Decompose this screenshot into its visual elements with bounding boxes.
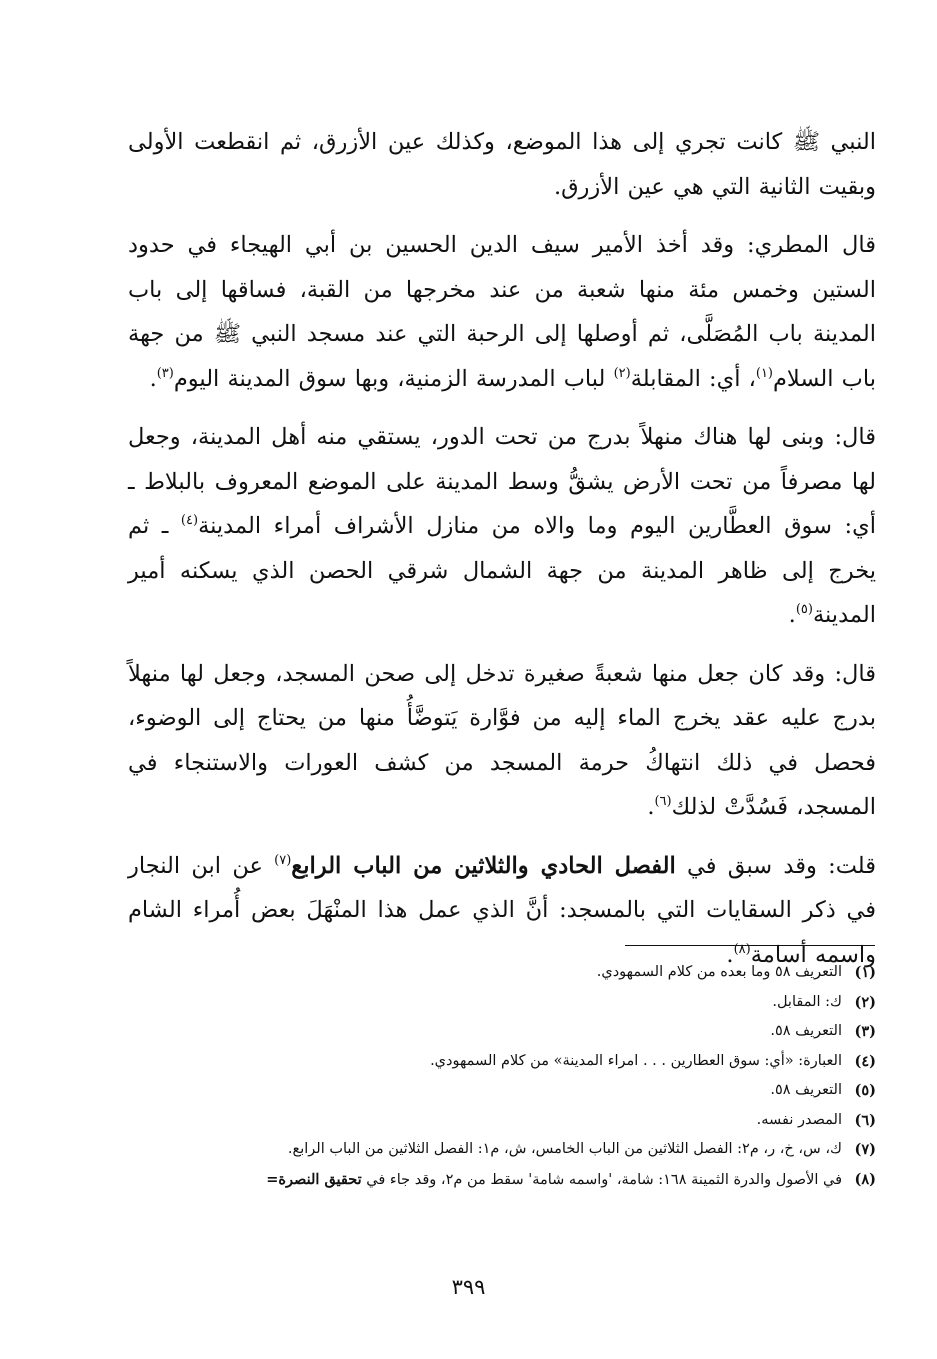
footnote-3 (128, 1017, 876, 1047)
paragraph-text: . (149, 365, 157, 392)
footnote-2 (128, 988, 876, 1018)
footnote-1 (128, 958, 876, 988)
footnote-number: (٧) (854, 1141, 876, 1158)
footnote-text: المصدر نفسه. (756, 1111, 842, 1128)
footnote-number: (١) (854, 964, 876, 981)
footnote-number: (٣) (854, 1023, 876, 1040)
footnote-text: التعريف ٥٨ وما بعده من كلام السمهودي. (596, 964, 842, 980)
footnote-5 (128, 1076, 876, 1106)
paragraph-text: لباب المدرسة الزمنية، وبها سوق المدينة اليوم (173, 365, 614, 392)
footnote-number: (٢) (854, 993, 876, 1011)
footnote-ref-6[interactable]: (٦) (654, 794, 672, 809)
paragraph-1 (128, 120, 876, 209)
footnote-ref-1[interactable]: (١) (755, 365, 773, 381)
footnote-separator (625, 945, 875, 946)
footnote-ref-7[interactable]: (٧) (274, 852, 292, 868)
footnote-number: (٤) (854, 1052, 876, 1070)
paragraph-3 (128, 415, 876, 638)
footnote-number: (٥) (854, 1082, 876, 1099)
paragraph-text: عن ابن النجار في ذكر السقايات التي بالمسجد: أنَّ الذي عمل هذا المنْهَلَ بعض أُمراء الشام واسمه أسامة (128, 852, 876, 968)
footnote-4 (128, 1047, 876, 1077)
paragraph-text: ، أي: المقابلة (630, 365, 756, 392)
footnote-ref-3[interactable]: (٣) (156, 365, 174, 381)
footnote-number: (٦) (854, 1111, 876, 1129)
footnote-text: العبارة: «أي: سوق العطارين . . . امراء المدينة» من كلام السمهودي. (430, 1052, 842, 1069)
paragraph-text: قال: وبنى لها هناك منهلاً بدرج من تحت الدور، يستقي منه أهل المدينة، وجعل لها مصرفاً من تحت الأرض يشقُّ وسط المدينة على الموضع المعروف بالبلاط ـ أي: سوق العطَّارين اليوم وما والاه من منازل الأشراف أمراء المدينة (128, 424, 876, 539)
footnote-6 (128, 1106, 876, 1136)
footnotes (128, 958, 876, 1195)
paragraph-text: قال: وقد كان جعل منها شعبةً صغيرة تدخل إلى صحن المسجد، وجعل لها منهلاً بدرج عليه عقد يخرج الماء إليه من فوَّارة يَتوضَّأُ منها من يحتاج إلى الوضوء، فحصل في ذلك انتهاكُ حرمة المسجد من كشف العورات والاستنجاء في المسجد، فَسُدَّتْ لذلك (128, 660, 876, 820)
paragraph-text: قلت: وقد سبق في (675, 852, 877, 879)
footnote-text: ك: المقابل. (772, 993, 842, 1010)
main-text (128, 120, 876, 991)
paragraph-text: قال المطري: وقد أخذ الأمير سيف الدين الحسين بن أبي الهيجاء في حدود الستين وخمس مئة منها شعبة من عند مخرجها من القبة، فساقها إلى باب المدينة باب المُصَلَّى، ثم أوصلها إلى الرحبة التي عند مسجد النبي ﷺ من جهة باب السلام (128, 232, 876, 392)
paragraph-text: . (647, 794, 655, 820)
footnote-7 (128, 1135, 876, 1165)
footnote-ref-5[interactable]: (٥) (795, 602, 813, 617)
paragraph-2 (128, 223, 876, 401)
footnote-number: (٨) (854, 1170, 876, 1188)
bold-reference: الفصل الحادي والثلاثين من الباب الرابع (291, 852, 676, 879)
paragraph-4 (128, 652, 876, 830)
footnote-ref-2[interactable]: (٢) (613, 365, 631, 381)
footnote-text (128, 1165, 842, 1196)
footnote-text: ك، س، خ، ر، م٢: الفصل الثلاثين من الباب الخامس، ش، م١: الفصل الثلاثين من الباب الرابع. (287, 1141, 842, 1157)
footnote-text: التعريف ٥٨. (770, 1023, 842, 1039)
footnote-ref-4[interactable]: (٤) (180, 513, 199, 528)
paragraph-text: ـ ثم يخرج إلى ظاهر المدينة من جهة الشمال شرقي الحصن الذي يسكنه أمير المدينة (128, 513, 876, 628)
footnote-book-title: تحقيق النصرة (278, 1170, 362, 1188)
footnote-ref-8[interactable]: (٨) (733, 941, 751, 957)
paragraph-5 (128, 844, 876, 978)
footnote-text: التعريف ٥٨. (770, 1082, 842, 1098)
paragraph-text: . (788, 602, 796, 628)
page-number: ٣٩٩ (451, 1275, 486, 1299)
continuation-mark: = (266, 1170, 279, 1188)
footnote-text-part: في الأصول والدرة الثمينة ١٦٨: شامة، 'واسمه شامة' سقط من م٢، وقد جاء في (361, 1171, 842, 1188)
footnote-8 (128, 1165, 876, 1196)
paragraph-text: النبي ﷺ كانت تجري إلى هذا الموضع، وكذلك عين الأزرق، ثم انقطعت الأولى وبقيت الثانية التي هي عين الأزرق. (128, 129, 876, 200)
paragraph-text: . (726, 941, 734, 968)
